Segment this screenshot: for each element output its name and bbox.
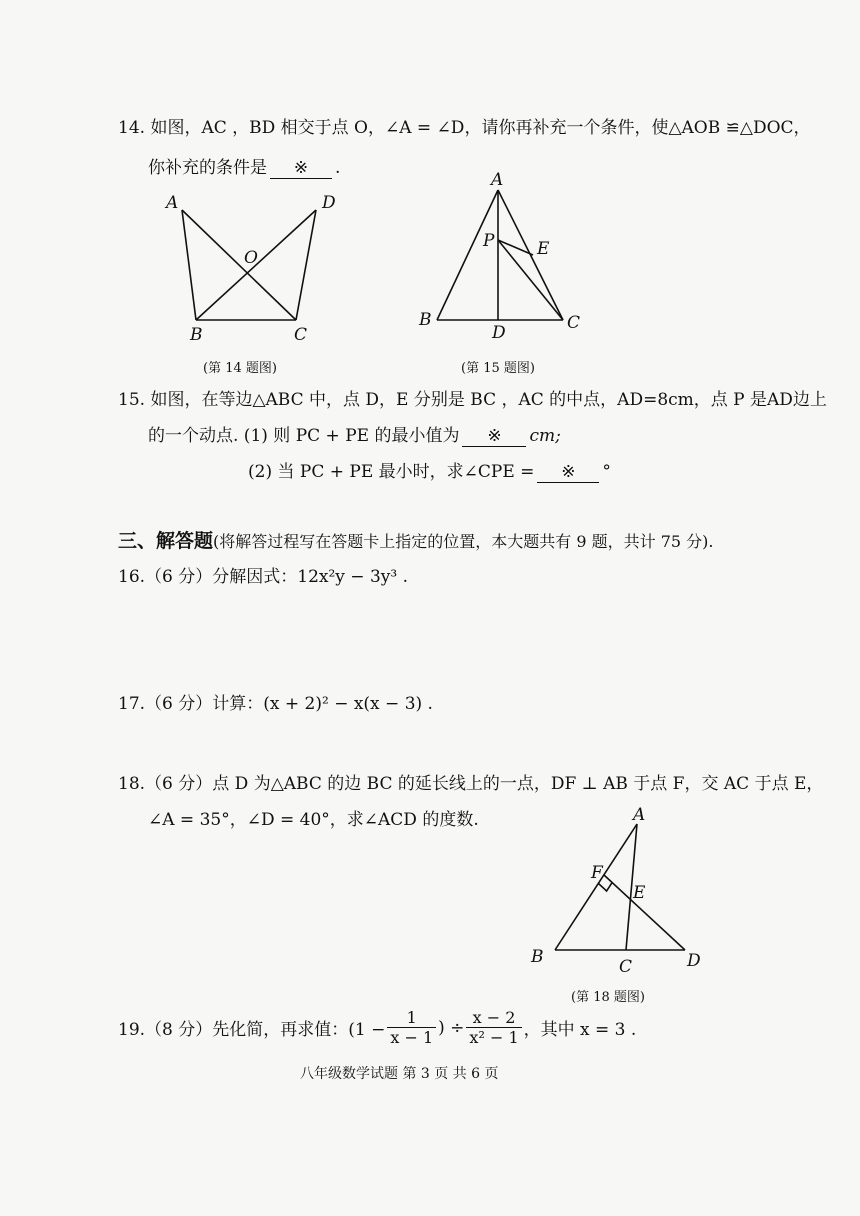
q19-fraction-2	[466, 1008, 521, 1047]
q14-label-c: C	[294, 325, 308, 345]
q15-line2-suffix: cm;	[529, 426, 561, 446]
q15-line2	[148, 426, 561, 447]
q15-line3-suffix: °	[602, 462, 611, 482]
q18-label-f: F	[591, 863, 603, 883]
q15-line3-prefix: (2) 当 PC + PE 最小时，求∠CPE =	[248, 462, 535, 482]
q14-label-o: O	[244, 248, 258, 268]
q19-suffix: ，其中 x = 3 .	[523, 1020, 637, 1041]
q19-prefix: 19.（8 分）先化简，再求值：(1 −	[118, 1020, 386, 1041]
q14-label-d: D	[322, 193, 336, 213]
q18-label-e: E	[633, 883, 646, 903]
q18-label-b: B	[531, 947, 544, 967]
section3-note: (将解答过程写在答题卡上指定的位置，本大题共有 9 题，共计 75 分).	[213, 532, 714, 551]
q15-label-p: P	[483, 231, 495, 251]
q14-caption: (第 14 题图)	[203, 361, 277, 376]
q15-line3	[248, 462, 611, 483]
q18-label-c: C	[619, 957, 633, 977]
q15-segment-pc	[498, 240, 563, 320]
q14-figure	[160, 188, 350, 348]
q17-text: 17.（6 分）计算：(x + 2)² − x(x − 3) .	[118, 694, 433, 714]
q15-label-e: E	[537, 239, 550, 259]
q14-line2	[148, 158, 340, 179]
q15-line1: 15. 如图，在等边△ABC 中，点 D，E 分别是 BC ，AC 的中点，AD=8cm，点 P 是AD边上	[118, 390, 827, 410]
q15-label-d: D	[492, 323, 506, 343]
q18-figure	[525, 800, 715, 975]
q19-line	[118, 1008, 636, 1047]
q15-segment-ac	[498, 190, 563, 320]
q14-segment-ac	[182, 210, 296, 320]
q18-segment-ab	[555, 824, 637, 950]
q18-label-d: D	[687, 951, 701, 971]
q19-fraction-1	[387, 1008, 436, 1047]
q18-right-angle-mark	[599, 883, 613, 891]
q14-answer-blank: ※	[270, 158, 332, 179]
q18-line2: ∠A = 35°，∠D = 40°，求∠ACD 的度数.	[148, 810, 479, 830]
q15-caption: (第 15 题图)	[461, 361, 535, 376]
q16-text: 16.（6 分）分解因式：12x²y − 3y³ .	[118, 567, 408, 587]
q19-fraction-1-denominator: x − 1	[390, 1028, 434, 1048]
q18-line1: 18.（6 分）点 D 为△ABC 的边 BC 的延长线上的一点，DF ⊥ AB 于点 F，交 AC 于点 E，	[118, 774, 824, 794]
q18-caption: (第 18 题图)	[571, 990, 645, 1005]
q19-fraction-1-numerator: 1	[387, 1008, 436, 1028]
q15-label-c: C	[567, 313, 581, 333]
page-footer: 八年级数学试题 第 3 页 共 6 页	[300, 1066, 499, 1082]
q14-label-a: A	[166, 193, 179, 213]
q15-label-a: A	[491, 170, 504, 190]
q14-segment-ab	[182, 210, 196, 320]
q18-label-a: A	[633, 805, 646, 825]
q19-middle: ) ÷	[438, 1017, 465, 1038]
section3-heading	[118, 530, 713, 553]
q19-fraction-2-denominator: x² − 1	[469, 1028, 519, 1048]
q15-figure	[415, 170, 595, 345]
q15-label-b: B	[419, 310, 432, 330]
q15-answer-blank-2: ※	[537, 462, 599, 483]
q14-line2-prefix: 你补充的条件是	[148, 158, 267, 178]
section3-title: 三、解答题	[118, 530, 214, 552]
q19-fraction-2-numerator: x − 2	[466, 1008, 521, 1028]
q15-answer-blank-1: ※	[462, 426, 526, 447]
q14-line2-suffix: .	[335, 158, 341, 178]
q14-line1: 14. 如图，AC ，BD 相交于点 O，∠A = ∠D，请你再补充一个条件，使△AOB ≌△DOC，	[118, 118, 811, 138]
q14-label-b: B	[190, 325, 203, 345]
q15-line2-prefix: 的一个动点. (1) 则 PC + PE 的最小值为	[148, 426, 460, 446]
q15-segment-ab	[437, 190, 498, 320]
